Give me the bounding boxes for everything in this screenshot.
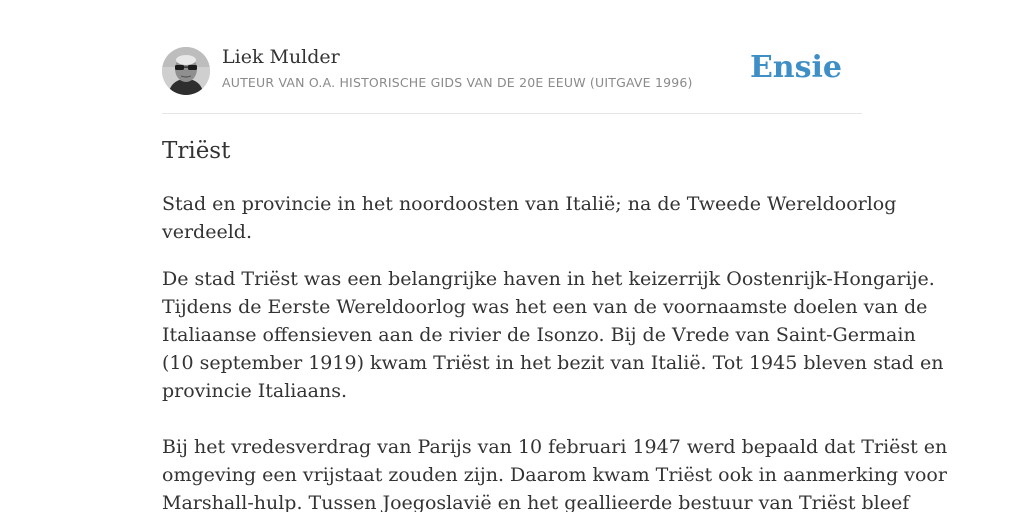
text-line: provincie Italiaans.	[162, 380, 348, 402]
intro-paragraph	[162, 190, 897, 246]
text-line: Stad en provincie in het noordoosten van Italië; na de Tweede Wereldoorlog	[162, 193, 897, 215]
history-paragraph-2	[162, 433, 948, 512]
paragraph-spacer	[162, 405, 862, 433]
history-paragraph-1	[162, 265, 944, 405]
header-divider	[162, 113, 862, 114]
text-line: Italiaanse offensieven aan de rivier de Isonzo. Bij de Vrede van Saint-Germain	[162, 324, 916, 346]
brand-logo[interactable]: Ensie	[749, 50, 842, 85]
author-header	[162, 46, 862, 96]
text-line: Marshall-hulp. Tussen Joegoslavië en het geallieerde bestuur van Triëst bleef	[162, 492, 910, 512]
text-line: Bij het vredesverdrag van Parijs van 10 februari 1947 werd bepaald dat Triëst en	[162, 436, 948, 458]
author-name[interactable]: Liek Mulder	[222, 46, 340, 68]
article-title: Triëst	[162, 138, 231, 164]
text-line: De stad Triëst was een belangrijke haven in het keizerrijk Oostenrijk-Hongarije.	[162, 268, 935, 290]
text-line: verdeeld.	[162, 221, 252, 243]
text-line: Tijdens de Eerste Wereldoorlog was het een van de voornaamste doelen van de	[162, 296, 928, 318]
text-line: omgeving een vrijstaat zouden zijn. Daarom kwam Triëst ook in aanmerking voor	[162, 464, 947, 486]
article-body	[162, 190, 948, 512]
author-avatar[interactable]	[162, 47, 210, 95]
avatar-portrait-icon	[162, 47, 210, 95]
text-line: (10 september 1919) kwam Triëst in het bezit van Italië. Tot 1945 bleven stad en	[162, 352, 944, 374]
author-description: AUTEUR VAN O.A. HISTORISCHE GIDS VAN DE 20E EEUW (UITGAVE 1996)	[222, 75, 693, 90]
